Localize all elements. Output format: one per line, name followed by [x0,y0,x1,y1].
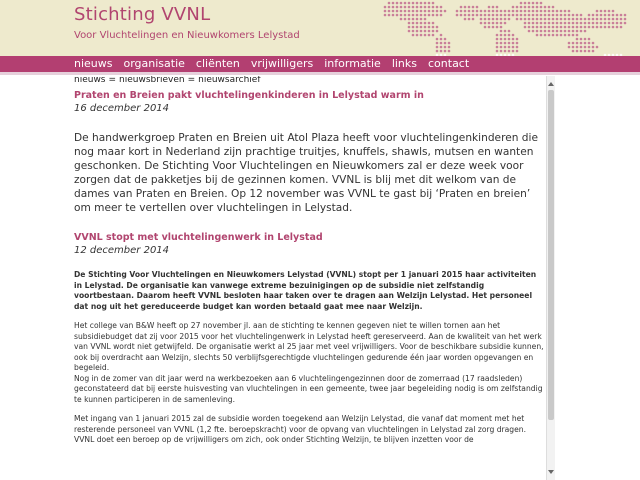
article-paragraph: Nog in de zomer van dit jaar werd na werkbezoeken aan 6 vluchtelingengezinnen door de zomerraad (17 raadsleden) geconstateerd dat bij eerste huisvesting van vluchtelingen in een gemeente, twee jaar begeleiding nodig is om zelfstandig te kunnen participeren in de samenleving. [74,373,543,404]
site-subtitle: Voor Vluchtelingen en Nieuwkomers Lelystad [74,30,300,41]
subnav-nieuwsbrieven[interactable]: nieuwsbrieven [119,76,185,85]
scroll-up-arrow-icon[interactable] [548,82,554,86]
article-date: 12 december 2014 [74,245,170,256]
nav-item-contact[interactable]: contact [428,57,470,70]
main-content [74,76,546,480]
nav-underline [0,72,640,75]
article-paragraph: Het college van B&W heeft op 27 november jl. aan de stichting te kennen gegeven niet te willen tornen aan het subsidiebudget dat zij voor 2015 voor het vluchtelingenwerk in Lelystad heeft gereserveerd. Aan de kwaliteit van het werk van VVNL wordt niet getwijfeld. De organisatie werkt al 25 jaar met veel vrijwilligers. Voor de beschikbare subsidie kunnen, ook bij overdracht aan Welzijn, slechts 50 verblijfsgerechtigde vluchtelingen gedurende één jaar worden opgevangen en begeleid. [74,321,544,372]
main-nav [0,56,640,72]
vertical-scrollbar[interactable] [546,76,555,480]
world-map-decoration [382,0,640,56]
article-title[interactable]: VVNL stopt met vluchtelingenwerk in Lelystad [74,232,323,243]
site-header [0,0,640,56]
nav-item-vrijwilligers[interactable]: vrijwilligers [250,57,314,70]
article-intro: De Stichting Voor Vluchtelingen en Nieuwkomers Lelystad (VVNL) stopt per 1 januari 2015 haar activiteiten in Lelystad. De organisatie kan vanwege extreme bezuinigingen op de subsidie niet zelfstandig voortbestaan. Daarom heeft VVNL besloten haar taken over te dragen aan Welzijn Lelystad. Het personeel dat nog uit het gereduceerde budget kan worden betaald gaat mee naar Welzijn. [74,270,537,311]
nav-item-links[interactable]: links [391,57,417,70]
nav-item-organisatie[interactable]: organisatie [123,57,185,70]
subnav [74,76,546,87]
article-body: De handwerkgroep Praten en Breien uit Atol Plaza heeft voor vluchtelingenkinderen die nog maar kort in Nederland zijn prachtige truitjes, knuffels, shawls, mutsen en wanten geschonken. De Stichting Voor Vluchtelingen en Nieuwkomers zal er deze week voor zorgen dat de pakketjes bij de gezinnen komen. VVNL is blij met dit welkom van de dames van Praten en Breien. Op 12 november was VVNL te gast bij ‘Praten en breien’ om meer te vertellen over vluchtelingen in Lelystad. [74,132,538,214]
article-title[interactable]: Praten en Breien pakt vluchtelingenkinderen in Lelystad warm in [74,90,424,101]
scroll-down-arrow-icon[interactable] [548,470,554,474]
nav-item-clienten[interactable]: cliënten [195,57,240,70]
site-title[interactable]: Stichting VVNL [74,4,211,25]
nav-item-informatie[interactable]: informatie [324,57,381,70]
scrollbar-thumb[interactable] [548,90,554,420]
subnav-separator: = [108,76,117,85]
article [74,90,546,215]
subnav-nieuws[interactable]: nieuws [74,76,106,85]
subnav-separator: = [187,76,196,85]
subnav-nieuwsarchief[interactable]: nieuwsarchief [198,76,261,85]
article-date: 16 december 2014 [74,103,170,114]
nav-item-nieuws[interactable]: nieuws [74,57,113,70]
article [74,232,546,446]
article-paragraph: Met ingang van 1 januari 2015 zal de subsidie worden toegekend aan Welzijn Lelystad, die vanaf dat moment met het resterende personeel van VVNL (1,2 fte. beroepskracht) voor de opvang van vluchtelingen in Lelystad zal zorg dragen. VVNL doet een beroep op de vrijwilligers om zich, ook onder Stichting Welzijn, te blijven inzetten voor de [74,414,527,444]
